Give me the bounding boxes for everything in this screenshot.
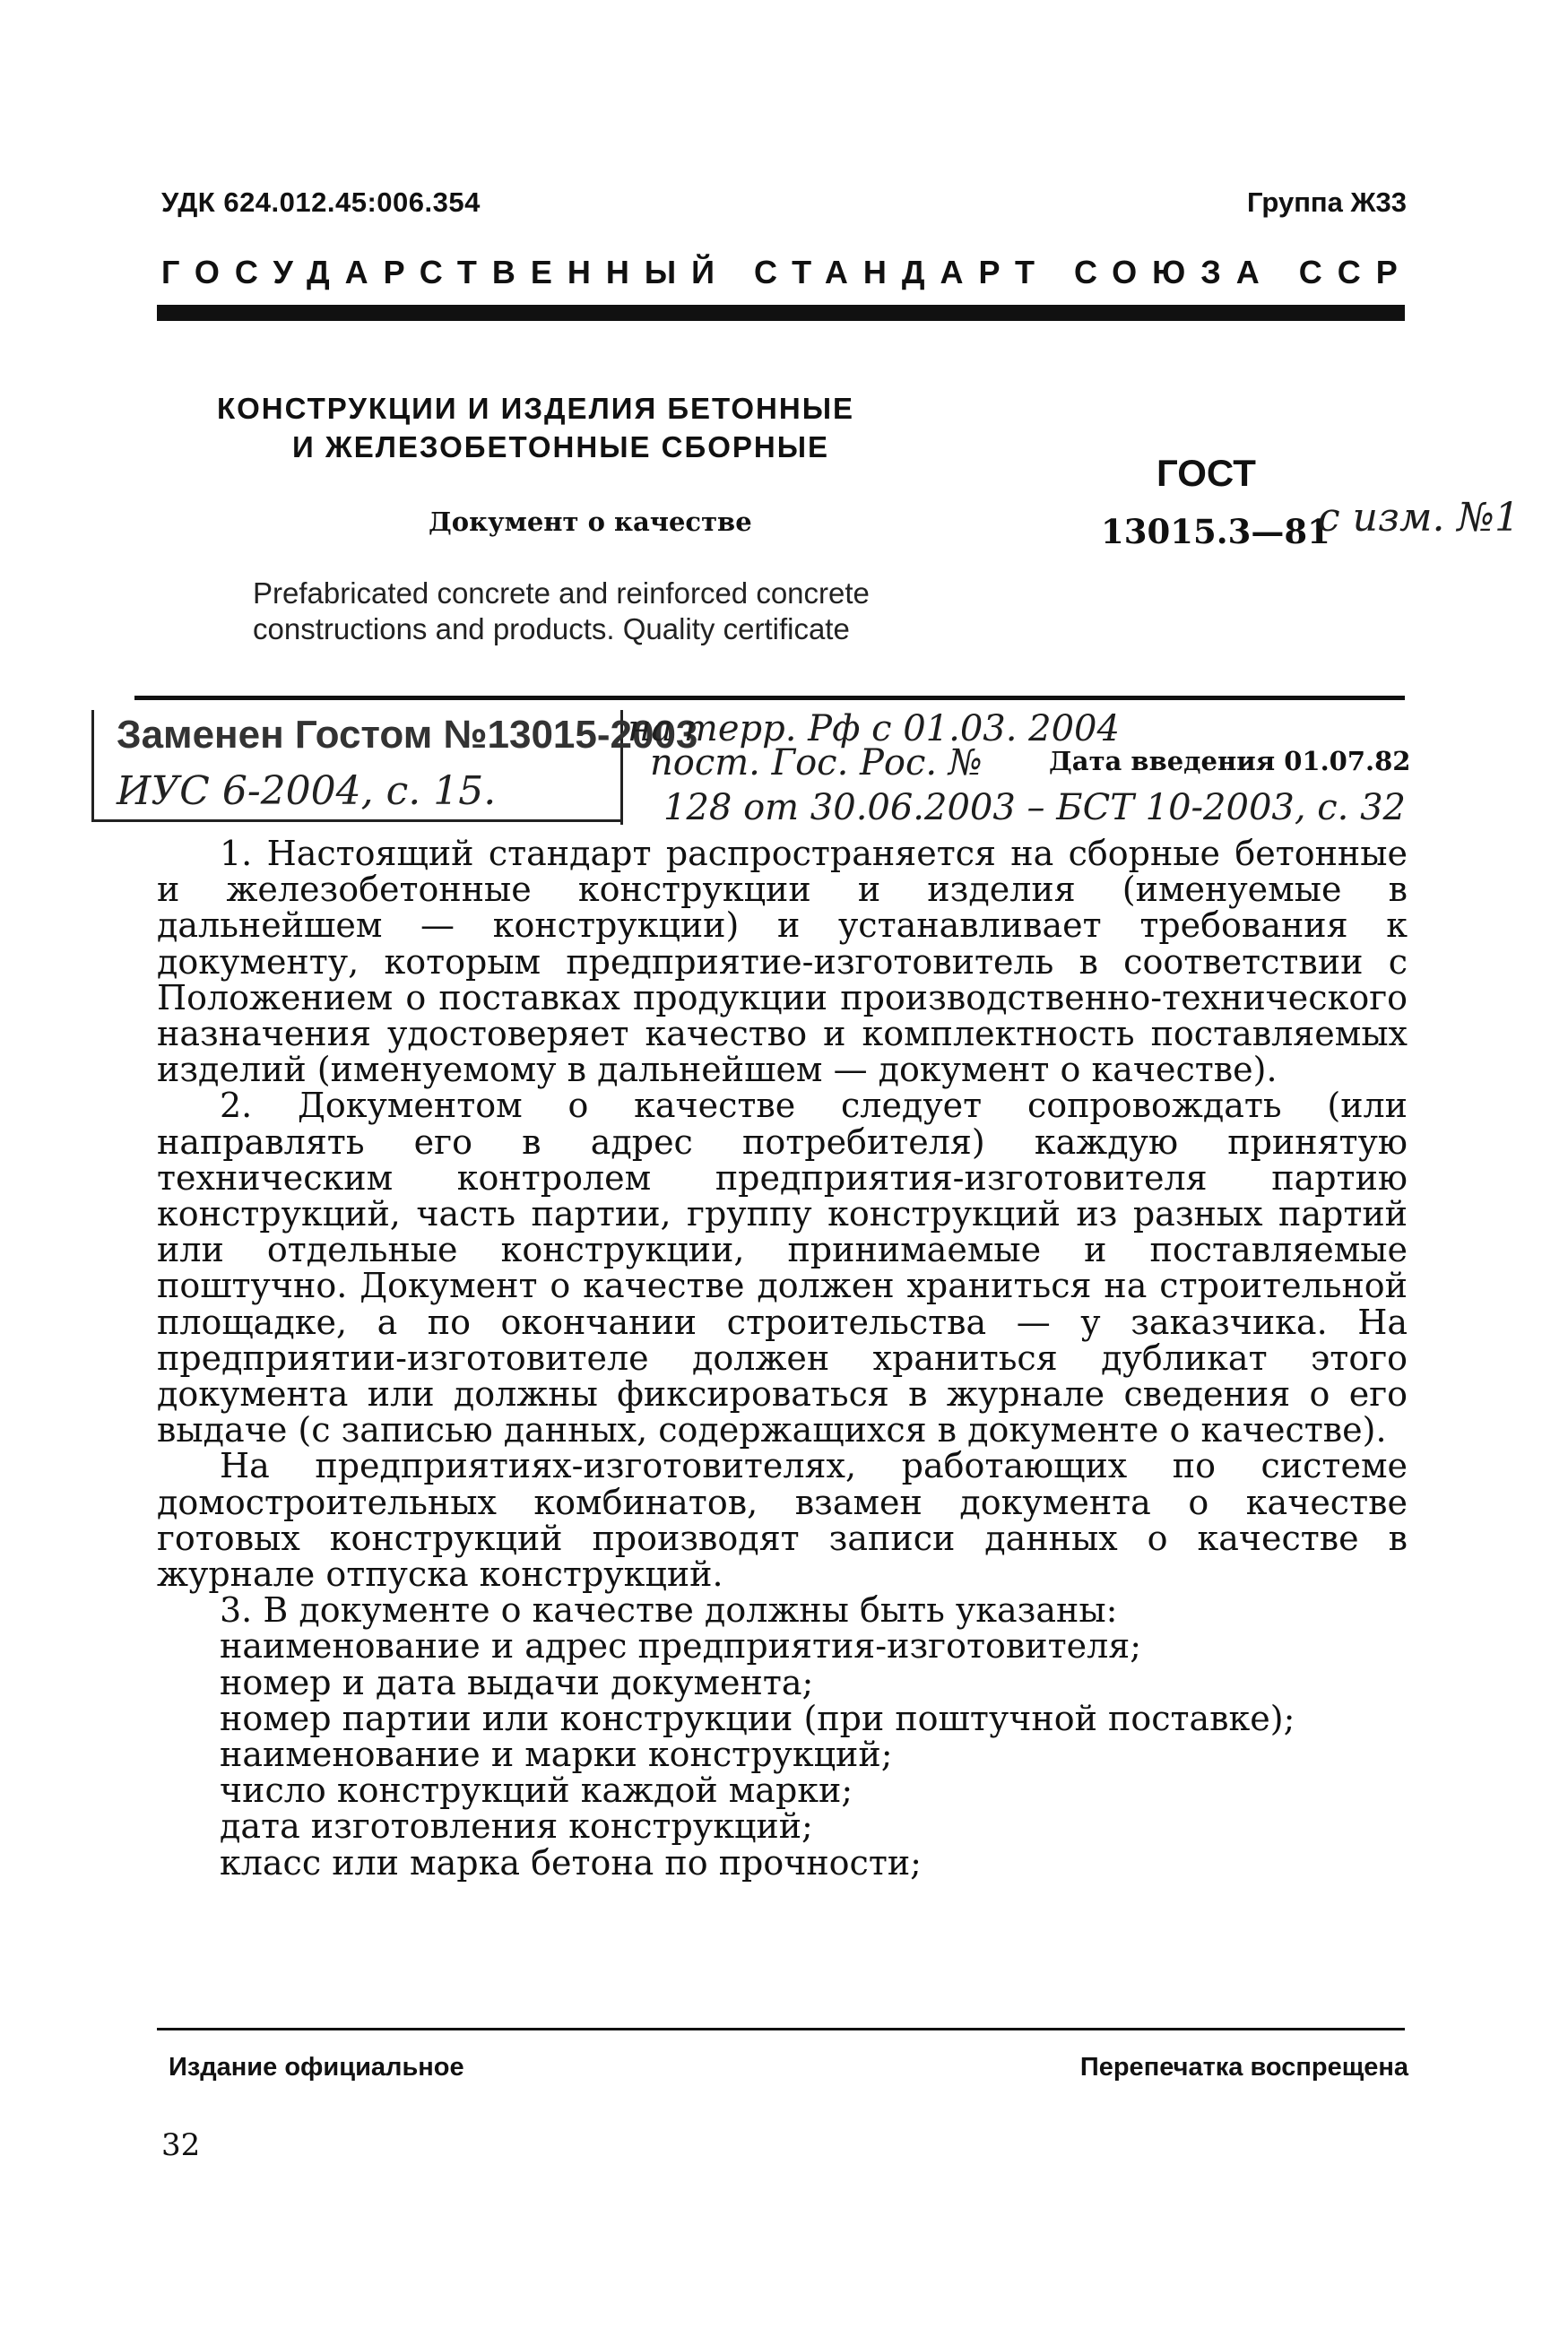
stamp-line-1: Заменен Гостом №13015-2003: [117, 713, 698, 757]
list-item: наименование и адрес предприятия-изготовителя;: [220, 1626, 1142, 1667]
page-number: 32: [161, 2127, 201, 2163]
stamp-top-rule: [134, 696, 1405, 700]
introduction-date: Дата введения 01.07.82: [1049, 746, 1411, 776]
official-edition-label: Издание официальное: [169, 2053, 464, 2082]
reprint-prohibited-label: Перепечатка воспрещена: [1079, 2053, 1408, 2082]
gost-number: 13015.3—81: [1101, 512, 1330, 551]
list-item: номер и дата выдачи документа;: [220, 1662, 814, 1702]
group-code: Группа Ж33: [1247, 186, 1407, 218]
subtitle: Документ о качестве: [429, 506, 752, 537]
title-line-2: И ЖЕЛЕЗОБЕТОННЫЕ СБОРНЫЕ: [292, 430, 830, 463]
gost-label: ГОСТ: [1157, 452, 1256, 494]
handwritten-line-1: на терр. Рф с 01.03. 2004: [628, 708, 1120, 749]
footer-rule: [157, 2028, 1405, 2030]
english-title-line-2: constructions and products. Quality certificate: [253, 612, 850, 645]
standard-body: [157, 835, 1408, 1881]
state-standard-heading: ГОСУДАРСТВЕННЫЙ СТАНДАРТ СОЮЗА ССР: [161, 254, 1413, 290]
paragraph-2: 2. Документом о качестве следует сопровождать (или направлять его в адрес потребителя) каждую принятую техническим контролем предприятия-изготовителя партию конструкций, часть партии, группу конструкций из разных партий или отдельные конструкции, принимаемые и поставляемые поштучно. Документ о качестве должен храниться на строительной площадке, а по окончании строительства — у заказчика. На предприятии-изготовителе должен храниться дубликат этого документа или должны фиксироваться в журнале сведения о его выдаче (с записью данных, содержащихся в документе о качестве).: [157, 1086, 1408, 1450]
list-item: число конструкций каждой марки;: [220, 1771, 853, 1811]
title-line-1: КОНСТРУКЦИИ И ИЗДЕЛИЯ БЕТОННЫЕ: [217, 392, 855, 425]
udk-code: УДК 624.012.45:006.354: [161, 186, 481, 218]
paragraph-3: На предприятиях-изготовителях, работающих по системе домостроительных комбинатов, взамен документа о качестве готовых конструкций производят записи данных о качестве в журнале отпуска конструкций.: [157, 1446, 1408, 1595]
handwritten-amendment-note: с изм. №1: [1318, 495, 1520, 541]
handwritten-line-2: пост. Гос. Рос. №: [650, 742, 983, 784]
paragraph-1: 1. Настоящий стандарт распространяется на сборные бетонные и железобетонные конструкции и изделия (именуемые в дальнейшем — конструкции) и устанавливает требования к документу, которым предприятие-изготовитель в соответствии с Положением о поставках продукции производственно-технического назначения удостоверяет качество и комплектность поставляемых изделий (именуемому в дальнейшем — документ о качестве).: [157, 834, 1408, 1090]
english-title-line-1: Prefabricated concrete and reinforced concrete: [253, 576, 870, 610]
paragraph-4: 3. В документе о качестве должны быть указаны:: [220, 1590, 1118, 1631]
list-item: класс или марка бетона по прочности;: [220, 1842, 922, 1883]
header-rule: [157, 305, 1405, 321]
list-item: номер партии или конструкции (при поштучной поставке);: [220, 1698, 1295, 1738]
list-item: наименование и марки конструкций;: [220, 1735, 893, 1775]
handwritten-line-3: 128 от 30.06.2003 – БСТ 10-2003, с. 32: [663, 787, 1407, 828]
list-item: дата изготовления конструкций;: [220, 1806, 813, 1847]
stamp-line-2: ИУС 6-2004, с. 15.: [117, 768, 497, 814]
